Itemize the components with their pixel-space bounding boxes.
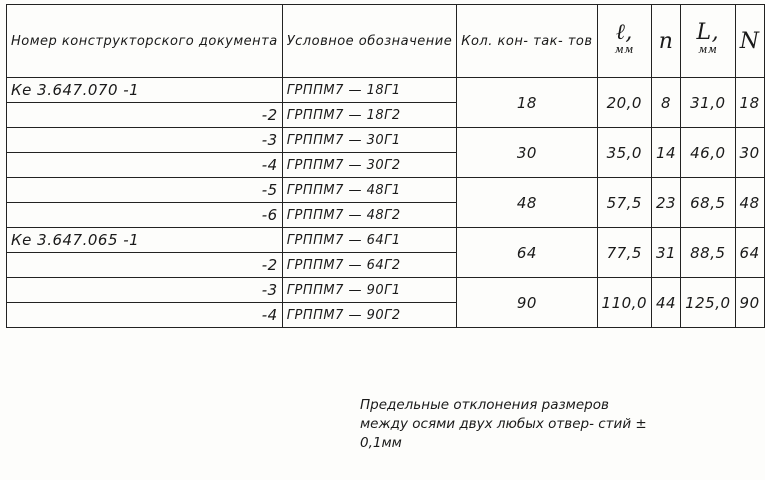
- designation-cell: ГРППМ7 — 64Г2: [282, 253, 457, 278]
- table-row: [7, 78, 765, 103]
- doc-number-cell: -5: [7, 178, 283, 203]
- L-cell: 68,5: [681, 178, 735, 228]
- doc-number-cell: Ке 3.647.070 -1: [7, 78, 283, 103]
- n-cell: 14: [652, 128, 681, 178]
- doc-number-cell: Ке 3.647.065 -1: [7, 228, 283, 253]
- n-cell: 31: [652, 228, 681, 278]
- L-cell: 46,0: [681, 128, 735, 178]
- connector-table: [6, 4, 765, 328]
- doc-number-cell: -4: [7, 303, 283, 328]
- table-row: [7, 178, 765, 203]
- contacts-cell: 90: [457, 278, 597, 328]
- header-L: [681, 5, 735, 78]
- designation-cell: ГРППМ7 — 18Г2: [282, 103, 457, 128]
- N-cell: 48: [735, 178, 764, 228]
- L-cell: 31,0: [681, 78, 735, 128]
- N-cell: 64: [735, 228, 764, 278]
- l-cell: 57,5: [597, 178, 651, 228]
- l-cell: 20,0: [597, 78, 651, 128]
- N-cell: 30: [735, 128, 764, 178]
- contacts-cell: 48: [457, 178, 597, 228]
- doc-number-cell: -3: [7, 128, 283, 153]
- header-n: n: [652, 5, 681, 78]
- N-cell: 18: [735, 78, 764, 128]
- designation-cell: ГРППМ7 — 30Г1: [282, 128, 457, 153]
- header-L-symbol: L,: [696, 20, 720, 45]
- L-cell: 125,0: [681, 278, 735, 328]
- n-cell: 23: [652, 178, 681, 228]
- table-row: [7, 128, 765, 153]
- header-l-unit: мм: [614, 43, 634, 56]
- l-cell: 35,0: [597, 128, 651, 178]
- header-contacts: Кол. кон- так- тов: [457, 5, 597, 78]
- designation-cell: ГРППМ7 — 90Г2: [282, 303, 457, 328]
- doc-number-cell: -2: [7, 253, 283, 278]
- header-l-symbol: ℓ,: [615, 20, 633, 45]
- contacts-cell: 18: [457, 78, 597, 128]
- contacts-cell: 64: [457, 228, 597, 278]
- header-l: [597, 5, 651, 78]
- spec-sheet: [6, 4, 760, 328]
- doc-number-cell: -3: [7, 278, 283, 303]
- doc-number-cell: -6: [7, 203, 283, 228]
- n-cell: 8: [652, 78, 681, 128]
- header-N: N: [735, 5, 764, 78]
- l-cell: 110,0: [597, 278, 651, 328]
- table-row: [7, 278, 765, 303]
- header-doc-number: Номер конструкторского документа: [7, 5, 283, 78]
- designation-cell: ГРППМ7 — 64Г1: [282, 228, 457, 253]
- designation-cell: ГРППМ7 — 48Г2: [282, 203, 457, 228]
- tolerance-note: Предельные отклонения размеров между осями двух любых отвер- стий ± 0,1мм: [360, 397, 647, 451]
- doc-number-cell: -4: [7, 153, 283, 178]
- designation-cell: ГРППМ7 — 30Г2: [282, 153, 457, 178]
- N-cell: 90: [735, 278, 764, 328]
- header-designation: Условное обозначение: [282, 5, 457, 78]
- designation-cell: ГРППМ7 — 18Г1: [282, 78, 457, 103]
- table-row: [7, 228, 765, 253]
- header-row: [7, 5, 765, 78]
- doc-number-cell: -2: [7, 103, 283, 128]
- designation-cell: ГРППМ7 — 48Г1: [282, 178, 457, 203]
- l-cell: 77,5: [597, 228, 651, 278]
- L-cell: 88,5: [681, 228, 735, 278]
- n-cell: 44: [652, 278, 681, 328]
- header-L-unit: мм: [698, 43, 718, 56]
- designation-cell: ГРППМ7 — 90Г1: [282, 278, 457, 303]
- contacts-cell: 30: [457, 128, 597, 178]
